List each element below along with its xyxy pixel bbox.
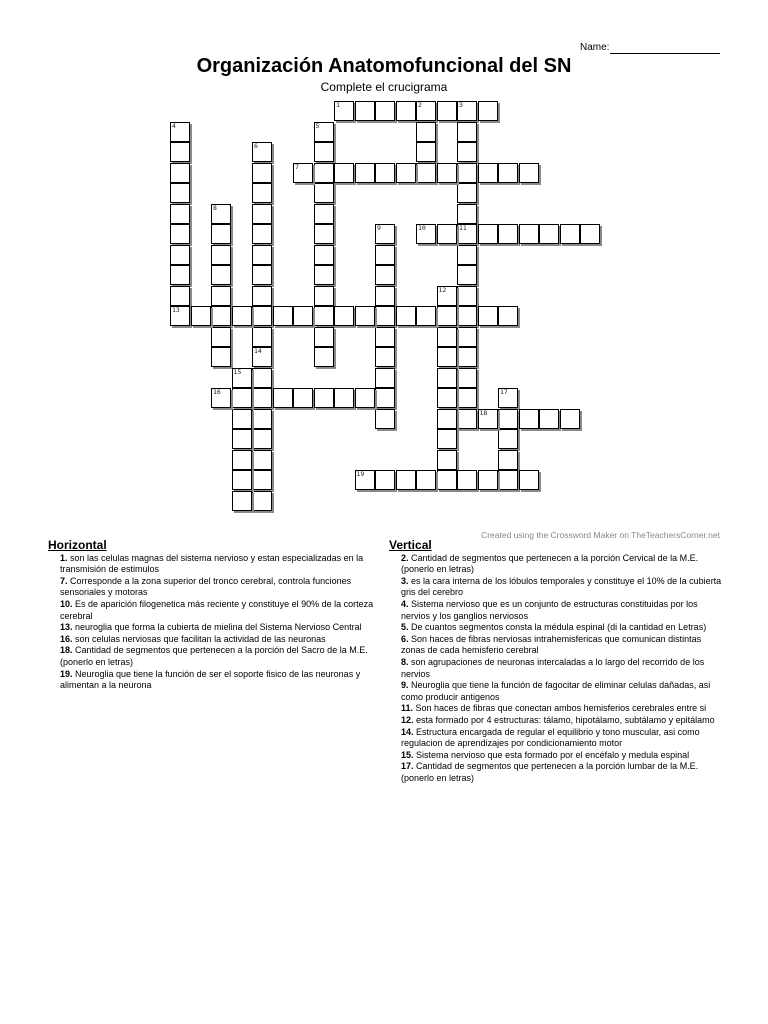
crossword-cell[interactable] bbox=[334, 101, 354, 121]
clue-number: 12. bbox=[401, 714, 414, 725]
crossword-cell[interactable] bbox=[457, 327, 477, 347]
crossword-cell[interactable] bbox=[232, 388, 252, 408]
crossword-cell[interactable] bbox=[457, 388, 477, 408]
crossword-cell[interactable] bbox=[498, 409, 518, 429]
crossword-cell[interactable] bbox=[170, 245, 190, 265]
clue-number: 16. bbox=[60, 633, 73, 644]
crossword-cell[interactable] bbox=[457, 368, 477, 388]
crossword-cell[interactable] bbox=[252, 224, 272, 244]
crossword-cell[interactable] bbox=[457, 101, 477, 121]
crossword-cell[interactable] bbox=[170, 224, 190, 244]
crossword-cell[interactable] bbox=[457, 163, 477, 183]
crossword-cell[interactable] bbox=[457, 245, 477, 265]
clue-number: 5. bbox=[401, 622, 409, 633]
crossword-cell[interactable] bbox=[437, 163, 457, 183]
crossword-cell[interactable] bbox=[252, 163, 272, 183]
crossword-cell[interactable] bbox=[498, 429, 518, 449]
crossword-cell[interactable] bbox=[252, 204, 272, 224]
crossword-cell[interactable] bbox=[232, 306, 252, 326]
crossword-cell[interactable] bbox=[314, 327, 334, 347]
crossword-cell[interactable] bbox=[457, 409, 477, 429]
crossword-cell[interactable] bbox=[416, 306, 436, 326]
crossword-cell[interactable] bbox=[457, 347, 477, 367]
crossword-cell[interactable] bbox=[375, 163, 395, 183]
crossword-cell[interactable] bbox=[293, 388, 313, 408]
crossword-cell[interactable] bbox=[252, 142, 272, 162]
crossword-cell[interactable] bbox=[252, 429, 272, 449]
clue-item bbox=[389, 553, 723, 576]
clue-item bbox=[389, 657, 723, 680]
clue-text: son celulas nerviosas que facilitan la actividad de las neuronas bbox=[72, 633, 326, 644]
crossword-cell[interactable] bbox=[355, 163, 375, 183]
crossword-cell[interactable] bbox=[211, 306, 231, 326]
cell-number: 3 bbox=[459, 101, 463, 109]
clue-number: 11. bbox=[401, 703, 414, 714]
crossword-cell[interactable] bbox=[314, 306, 334, 326]
cell-number: 6 bbox=[254, 142, 258, 150]
crossword-cell[interactable] bbox=[437, 347, 457, 367]
clue-text: Neuroglia que tiene la función de ser el soporte fisico de las neuronas y alimentan a la neurona bbox=[60, 668, 361, 691]
crossword-cell[interactable] bbox=[478, 470, 498, 490]
crossword-cell[interactable] bbox=[437, 101, 457, 121]
clue-item bbox=[48, 669, 378, 692]
crossword-cell[interactable] bbox=[457, 183, 477, 203]
crossword-cell[interactable] bbox=[170, 306, 190, 326]
crossword-cell[interactable] bbox=[478, 409, 498, 429]
clue-text: son las celulas magnas del sistema nervioso y estan especializadas en la transmisión de estimulos bbox=[60, 552, 364, 575]
crossword-cell[interactable] bbox=[478, 224, 498, 244]
crossword-cell[interactable] bbox=[478, 306, 498, 326]
clue-number: 19. bbox=[60, 668, 73, 679]
cell-number: 8 bbox=[213, 203, 217, 212]
crossword-cell[interactable] bbox=[498, 470, 518, 490]
crossword-cell[interactable] bbox=[232, 429, 252, 449]
crossword-cell[interactable] bbox=[375, 306, 395, 326]
clue-text: esta formado por 4 estructuras: tálamo, hipotálamo, subtálamo y epitálamo bbox=[413, 714, 715, 725]
crossword-cell[interactable] bbox=[252, 265, 272, 285]
clue-text: Son haces de fibras que conectan ambos hemisferios cerebrales entre si bbox=[413, 703, 707, 714]
crossword-cell[interactable] bbox=[437, 409, 457, 429]
crossword-cell[interactable] bbox=[375, 224, 395, 244]
crossword-cell[interactable] bbox=[519, 409, 539, 429]
crossword-cell[interactable] bbox=[252, 470, 272, 490]
crossword-cell[interactable] bbox=[334, 388, 354, 408]
crossword-cell[interactable] bbox=[211, 388, 231, 408]
clue-item bbox=[389, 680, 723, 703]
clue-item bbox=[389, 703, 723, 715]
clue-item bbox=[389, 761, 723, 784]
clue-item bbox=[389, 634, 723, 657]
clue-text: Cantidad de segmentos que pertenecen a la porción Cervical de la M.E. (ponerlo en letras) bbox=[401, 552, 699, 575]
crossword-cell[interactable] bbox=[170, 183, 190, 203]
crossword-cell[interactable] bbox=[211, 327, 231, 347]
crossword-cell[interactable] bbox=[334, 306, 354, 326]
crossword-cell[interactable] bbox=[437, 429, 457, 449]
vertical-clue-list bbox=[389, 553, 723, 785]
clue-number: 8. bbox=[401, 656, 409, 667]
cell-number: 10 bbox=[418, 224, 426, 232]
crossword-cell[interactable] bbox=[437, 286, 457, 306]
crossword-cell[interactable] bbox=[170, 142, 190, 162]
crossword-cell[interactable] bbox=[437, 388, 457, 408]
clue-number: 15. bbox=[401, 749, 414, 760]
crossword-cell[interactable] bbox=[457, 204, 477, 224]
crossword-cell[interactable] bbox=[416, 224, 436, 244]
clue-number: 13. bbox=[60, 622, 73, 633]
cell-number: 13 bbox=[172, 306, 180, 314]
clue-item bbox=[48, 622, 378, 634]
crossword-cell[interactable] bbox=[396, 163, 416, 183]
clue-number: 10. bbox=[60, 598, 73, 609]
crossword-cell[interactable] bbox=[457, 265, 477, 285]
cell-number: 15 bbox=[233, 367, 242, 376]
clue-item bbox=[48, 553, 378, 576]
crossword-cell[interactable] bbox=[478, 101, 498, 121]
cell-number: 2 bbox=[418, 101, 422, 109]
crossword-cell[interactable] bbox=[334, 163, 354, 183]
horizontal-heading: Horizontal bbox=[48, 538, 107, 552]
clue-number: 9. bbox=[401, 680, 409, 691]
crossword-cell[interactable] bbox=[457, 142, 477, 162]
cell-number: 1 bbox=[336, 101, 340, 109]
crossword-cell[interactable] bbox=[170, 286, 190, 306]
clue-number: 3. bbox=[401, 575, 409, 586]
crossword-cell[interactable] bbox=[416, 142, 436, 162]
crossword-cell[interactable] bbox=[498, 224, 518, 244]
crossword-cell[interactable] bbox=[416, 122, 436, 142]
page-title: Organización Anatomofuncional del SN bbox=[196, 55, 572, 77]
crossword-cell[interactable] bbox=[211, 265, 231, 285]
crossword-cell[interactable] bbox=[375, 409, 395, 429]
vertical-heading: Vertical bbox=[389, 538, 432, 552]
cell-number: 12 bbox=[438, 285, 447, 294]
crossword-cell[interactable] bbox=[498, 388, 518, 408]
crossword-cell[interactable] bbox=[211, 286, 231, 306]
cell-number: 19 bbox=[356, 470, 365, 478]
crossword-cell[interactable] bbox=[437, 224, 457, 244]
crossword-cell[interactable] bbox=[416, 163, 436, 183]
crossword-cell[interactable] bbox=[375, 327, 395, 347]
crossword-cell[interactable] bbox=[375, 286, 395, 306]
crossword-cell[interactable] bbox=[314, 163, 334, 183]
crossword-cell[interactable] bbox=[519, 224, 539, 244]
crossword-cell[interactable] bbox=[539, 409, 559, 429]
crossword-cell[interactable] bbox=[396, 306, 416, 326]
crossword-cell[interactable] bbox=[314, 265, 334, 285]
crossword-cell[interactable] bbox=[314, 347, 334, 367]
crossword-cell[interactable] bbox=[355, 470, 375, 490]
crossword-cell[interactable] bbox=[314, 204, 334, 224]
clue-item bbox=[389, 622, 723, 634]
horizontal-clues bbox=[48, 540, 378, 692]
crossword-cell[interactable] bbox=[375, 265, 395, 285]
crossword-cell[interactable] bbox=[252, 450, 272, 470]
crossword-cell[interactable] bbox=[437, 470, 457, 490]
clue-number: 14. bbox=[401, 726, 414, 737]
crossword-cell[interactable] bbox=[355, 306, 375, 326]
crossword-cell[interactable] bbox=[457, 470, 477, 490]
crossword-cell[interactable] bbox=[211, 347, 231, 367]
crossword-cell[interactable] bbox=[293, 163, 313, 183]
clue-text: Estructura encargada de regular el equilibrio y tono muscular, asi como regulacion de aprendizajes por condicionamiento motor bbox=[401, 726, 700, 749]
crossword-cell[interactable] bbox=[232, 368, 252, 388]
crossword-cell[interactable] bbox=[375, 347, 395, 367]
cell-number: 14 bbox=[254, 347, 262, 355]
clue-text: Corresponde a la zona superior del tronco cerebral, controla funciones sensoriales y motoras bbox=[60, 575, 352, 598]
crossword-cell[interactable] bbox=[232, 491, 252, 511]
clue-text: Sistema nervioso que esta formado por el encéfalo y medula espinal bbox=[413, 749, 690, 760]
crossword-cell[interactable] bbox=[457, 122, 477, 142]
cell-number: 16 bbox=[213, 388, 221, 396]
clue-text: Cantidad de segmentos que pertenecen a la porción lumbar de la M.E. (ponerlo en letras) bbox=[401, 761, 699, 783]
crossword-cell[interactable] bbox=[314, 286, 334, 306]
crossword-cell[interactable] bbox=[498, 450, 518, 470]
crossword-cell[interactable] bbox=[170, 122, 190, 142]
crossword-cell[interactable] bbox=[170, 204, 190, 224]
crossword-cell[interactable] bbox=[191, 306, 211, 326]
crossword-cell[interactable] bbox=[211, 204, 231, 224]
clue-number: 2. bbox=[401, 552, 409, 563]
crossword-cell[interactable] bbox=[580, 224, 600, 244]
clue-item bbox=[389, 576, 723, 599]
credit-line: Created using the Crossword Maker on TheTeachersCorner.net bbox=[481, 530, 720, 540]
cell-number: 5 bbox=[315, 121, 320, 130]
clue-text: neuroglia que forma la cubierta de mielina del Sistema Nervioso Central bbox=[72, 622, 362, 633]
cell-number: 17 bbox=[500, 388, 508, 396]
cell-number: 11 bbox=[459, 224, 467, 232]
crossword-cell[interactable] bbox=[437, 450, 457, 470]
crossword-cell[interactable] bbox=[437, 306, 457, 326]
horizontal-clue-list bbox=[48, 553, 378, 692]
cell-number: 7 bbox=[295, 162, 299, 171]
crossword-cell[interactable] bbox=[314, 224, 334, 244]
crossword-cell[interactable] bbox=[252, 491, 272, 511]
clue-item bbox=[48, 576, 378, 599]
crossword-cell[interactable] bbox=[314, 122, 334, 142]
crossword-cell[interactable] bbox=[375, 101, 395, 121]
crossword-cell[interactable] bbox=[478, 163, 498, 183]
crossword-cell[interactable] bbox=[498, 306, 518, 326]
crossword-cell[interactable] bbox=[355, 101, 375, 121]
crossword-cell[interactable] bbox=[252, 388, 272, 408]
crossword-cell[interactable] bbox=[560, 224, 580, 244]
clue-text: Es de aparición filogenetica más reciente y constituye el 90% de la corteza cerebral bbox=[60, 598, 374, 621]
crossword-cell[interactable] bbox=[375, 245, 395, 265]
crossword-cell[interactable] bbox=[457, 306, 477, 326]
clue-item bbox=[389, 750, 723, 762]
crossword-cell[interactable] bbox=[437, 368, 457, 388]
crossword-cell[interactable] bbox=[252, 245, 272, 265]
crossword-cell[interactable] bbox=[314, 245, 334, 265]
crossword-cell[interactable] bbox=[252, 306, 272, 326]
clue-item bbox=[48, 645, 378, 668]
clue-number: 17. bbox=[401, 761, 414, 772]
crossword-cell[interactable] bbox=[314, 183, 334, 203]
page-subtitle: Complete el crucigrama bbox=[320, 80, 448, 94]
crossword-cell[interactable] bbox=[416, 470, 436, 490]
crossword-cell[interactable] bbox=[375, 470, 395, 490]
clue-text: Cantidad de segmentos que pertenecen a la porción del Sacro de la M.E. (ponerlo en letras) bbox=[60, 645, 368, 667]
crossword-cell[interactable] bbox=[519, 470, 539, 490]
crossword-cell[interactable] bbox=[211, 245, 231, 265]
crossword-cell[interactable] bbox=[416, 101, 436, 121]
clue-item bbox=[389, 727, 723, 750]
cell-number: 18 bbox=[479, 408, 488, 417]
clue-item bbox=[389, 599, 723, 622]
clue-number: 1. bbox=[60, 552, 68, 563]
crossword-cell[interactable] bbox=[437, 327, 457, 347]
crossword-cell[interactable] bbox=[252, 409, 272, 429]
crossword-cell[interactable] bbox=[252, 327, 272, 347]
crossword-cell[interactable] bbox=[396, 470, 416, 490]
clue-number: 7. bbox=[60, 575, 68, 586]
clue-text: Sistema nervioso que es un conjunto de estructuras constituidas por los nervios y los ganglios nerviosos bbox=[401, 598, 698, 621]
crossword-cell[interactable] bbox=[170, 265, 190, 285]
clue-text: es la cara interna de los lóbulos temporales y constituye el 10% de la cubierta gris del cerebro bbox=[401, 575, 722, 598]
crossword-cell[interactable] bbox=[375, 388, 395, 408]
crossword-cell[interactable] bbox=[252, 368, 272, 388]
crossword-cell[interactable] bbox=[519, 163, 539, 183]
clue-text: son agrupaciones de neuronas intercaladas a lo largo del recorrido de los nervios bbox=[401, 656, 705, 679]
clue-number: 18. bbox=[60, 645, 73, 656]
crossword-cell[interactable] bbox=[211, 224, 231, 244]
vertical-clues bbox=[389, 540, 723, 784]
clue-item bbox=[48, 634, 378, 646]
clue-text: Neuroglia que tiene la función de fagocitar de eliminar celulas dañadas, asi como producir antigenos bbox=[401, 680, 711, 702]
clue-number: 6. bbox=[401, 633, 409, 644]
crossword-cell[interactable] bbox=[314, 388, 334, 408]
crossword-cell[interactable] bbox=[232, 409, 252, 429]
crossword-cell[interactable] bbox=[498, 163, 518, 183]
crossword-cell[interactable] bbox=[560, 409, 580, 429]
crossword-cell[interactable] bbox=[293, 306, 313, 326]
crossword-cell[interactable] bbox=[252, 347, 272, 367]
clue-text: Son haces de fibras nerviosas intrahemisfericas que comunican distintas zonas de cada hemisferio cerebral bbox=[401, 633, 702, 656]
crossword-cell[interactable] bbox=[273, 388, 293, 408]
clue-item bbox=[48, 599, 378, 622]
crossword-cell[interactable] bbox=[457, 224, 477, 244]
crossword-cell[interactable] bbox=[273, 306, 293, 326]
clue-item bbox=[389, 715, 723, 727]
crossword-cell[interactable] bbox=[170, 163, 190, 183]
clue-text: De cuantos segmentos consta la médula espinal (di la cantidad en Letras) bbox=[408, 622, 707, 633]
crossword-cell[interactable] bbox=[539, 224, 559, 244]
crossword-cell[interactable] bbox=[232, 450, 252, 470]
crossword-cell[interactable] bbox=[457, 286, 477, 306]
clue-number: 4. bbox=[401, 598, 409, 609]
crossword-cell[interactable] bbox=[314, 142, 334, 162]
cell-number: 9 bbox=[377, 224, 381, 232]
name-label: Name: bbox=[580, 42, 610, 53]
crossword-cell[interactable] bbox=[396, 101, 416, 121]
crossword-cell[interactable] bbox=[252, 286, 272, 306]
crossword-cell[interactable] bbox=[232, 470, 252, 490]
cell-number: 4 bbox=[172, 121, 176, 130]
crossword-cell[interactable] bbox=[375, 368, 395, 388]
crossword-cell[interactable] bbox=[252, 183, 272, 203]
crossword-cell[interactable] bbox=[355, 388, 375, 408]
